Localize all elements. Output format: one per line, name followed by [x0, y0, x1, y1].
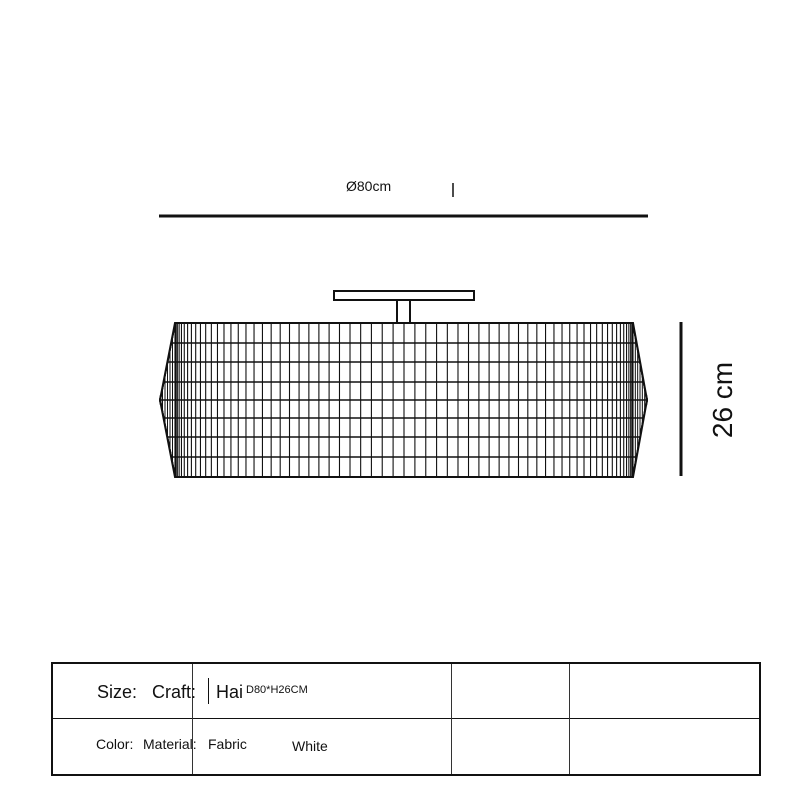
size-label: Size: — [97, 682, 138, 702]
table-row-divider — [53, 718, 759, 719]
table-column-divider — [569, 664, 570, 774]
lamp-shade — [158, 321, 649, 479]
table-column-divider — [192, 664, 193, 774]
craft-value: Hai — [216, 682, 244, 702]
material-value: Fabric — [208, 736, 247, 752]
color-label: Color: — [96, 736, 134, 752]
lamp-stem — [397, 300, 410, 324]
ceiling-canopy — [334, 291, 474, 300]
material-label: Material: — [143, 736, 197, 752]
table-column-divider — [451, 664, 452, 774]
text-cursor — [208, 678, 209, 704]
color-value: White — [292, 738, 328, 754]
width-dimension-label: Ø80cm — [346, 178, 392, 194]
craft-label: Craft: — [152, 682, 197, 702]
height-dimension-label: 26 cm — [707, 361, 738, 439]
spec-table — [51, 662, 761, 776]
size-value: D80*H26CM — [246, 684, 308, 696]
